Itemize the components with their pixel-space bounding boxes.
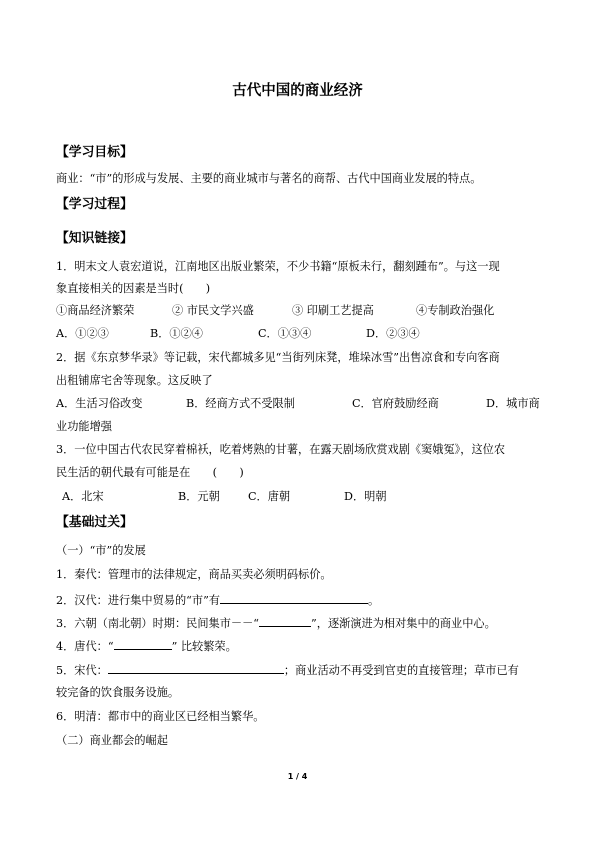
q1-line1: 1．明末文人袁宏道说，江南地区出版业繁荣，不少书籍“原板未行，翻刻踵布”。与这一现 (56, 260, 500, 273)
q3-option-d: D．明朝 (344, 490, 387, 503)
q3-option-b: B．元朝 (178, 490, 220, 503)
q3-line1: 3．一位中国古代农民穿着棉袄，吃着烤熟的甘薯，在露天剧场欣赏戏剧《窦娥冤》，这位农 (56, 443, 506, 456)
q1-option-c: C．①③④ (258, 327, 312, 340)
page-number: 1 / 4 (287, 772, 308, 781)
q1-item-2: ② 市民文学兴盛 (172, 304, 254, 317)
basic-item-2-end: 。 (368, 594, 380, 607)
q1-line2: 象直接相关的因素是当时( ) (56, 282, 211, 295)
q1-item-1: ①商品经济繁荣 (56, 304, 135, 317)
q2-option-c: C．官府鼓励经商 (352, 397, 439, 410)
fill-blank-3[interactable] (259, 615, 311, 627)
q2-option-a: A．生活习俗改变 (56, 397, 143, 410)
goals-heading: 【学习目标】 (56, 145, 133, 160)
basic-item-4-text: 4．唐代：“ (56, 640, 114, 653)
basic-subheading-1: （一）“市”的发展 (56, 544, 146, 557)
q1-item-3: ③ 印刷工艺提高 (292, 304, 374, 317)
page-title: 古代中国的商业经济 (232, 83, 363, 99)
basic-item-1: 1．秦代：管理市的法律规定，商品买卖必须明码标价。 (56, 568, 332, 581)
basic-item-2 (56, 592, 379, 608)
q2-line1: 2．据《东京梦华录》等记载，宋代都城多见“当街列床凳，堆垛冰雪”出售凉食和专向客商 (56, 351, 500, 364)
basic-item-2-text: 2．汉代：进行集中贸易的“市”有 (56, 594, 220, 607)
q3-line2: 民生活的朝代最有可能是在 ( ) (56, 466, 244, 479)
q2-continuation: 业功能增强 (56, 420, 112, 433)
fill-blank-4[interactable] (114, 638, 172, 650)
q3-option-a: A．北宋 (62, 490, 104, 503)
q2-option-b: B．经商方式不受限制 (186, 397, 295, 410)
fill-blank-5[interactable] (108, 662, 284, 674)
basic-item-5-line2: 较完备的饮食服务设施。 (56, 686, 180, 699)
basic-heading: 【基础过关】 (56, 515, 133, 530)
basic-subheading-2: （二）商业都会的崛起 (56, 734, 168, 747)
basic-item-5-text: 5．宋代： (56, 664, 108, 677)
q2-line2: 出租铺席宅舍等现象。这反映了 (56, 374, 213, 387)
basic-item-3-end: ”，逐渐演进为相对集中的商业中心。 (311, 617, 496, 630)
basic-item-5 (56, 662, 519, 678)
basic-item-4-end: ” 比较繁荣。 (171, 640, 237, 653)
q1-item-4: ④专制政治强化 (416, 304, 495, 317)
q3-option-c: C．唐朝 (248, 490, 291, 503)
q2-option-d: D．城市商 (486, 397, 540, 410)
knowledge-heading: 【知识链接】 (56, 231, 133, 246)
goals-text: 商业：“市”的形成与发展、主要的商业城市与著名的商帮、古代中国商业发展的特点。 (56, 172, 482, 185)
basic-item-3 (56, 615, 496, 631)
process-heading: 【学习过程】 (56, 197, 133, 212)
basic-item-4 (56, 638, 237, 654)
basic-item-5-end: ；商业活动不再受到官吏的直接管理；草市已有 (283, 664, 519, 677)
q1-option-a: A．①②③ (56, 327, 109, 340)
basic-item-6: 6．明清：都市中的商业区已经相当繁华。 (56, 710, 265, 723)
fill-blank-2[interactable] (220, 592, 368, 604)
q1-option-d: D．②③④ (366, 327, 420, 340)
basic-item-3-text: 3．六朝（南北朝）时期：民间集市－－“ (56, 617, 260, 630)
q1-option-b: B．①②④ (150, 327, 203, 340)
